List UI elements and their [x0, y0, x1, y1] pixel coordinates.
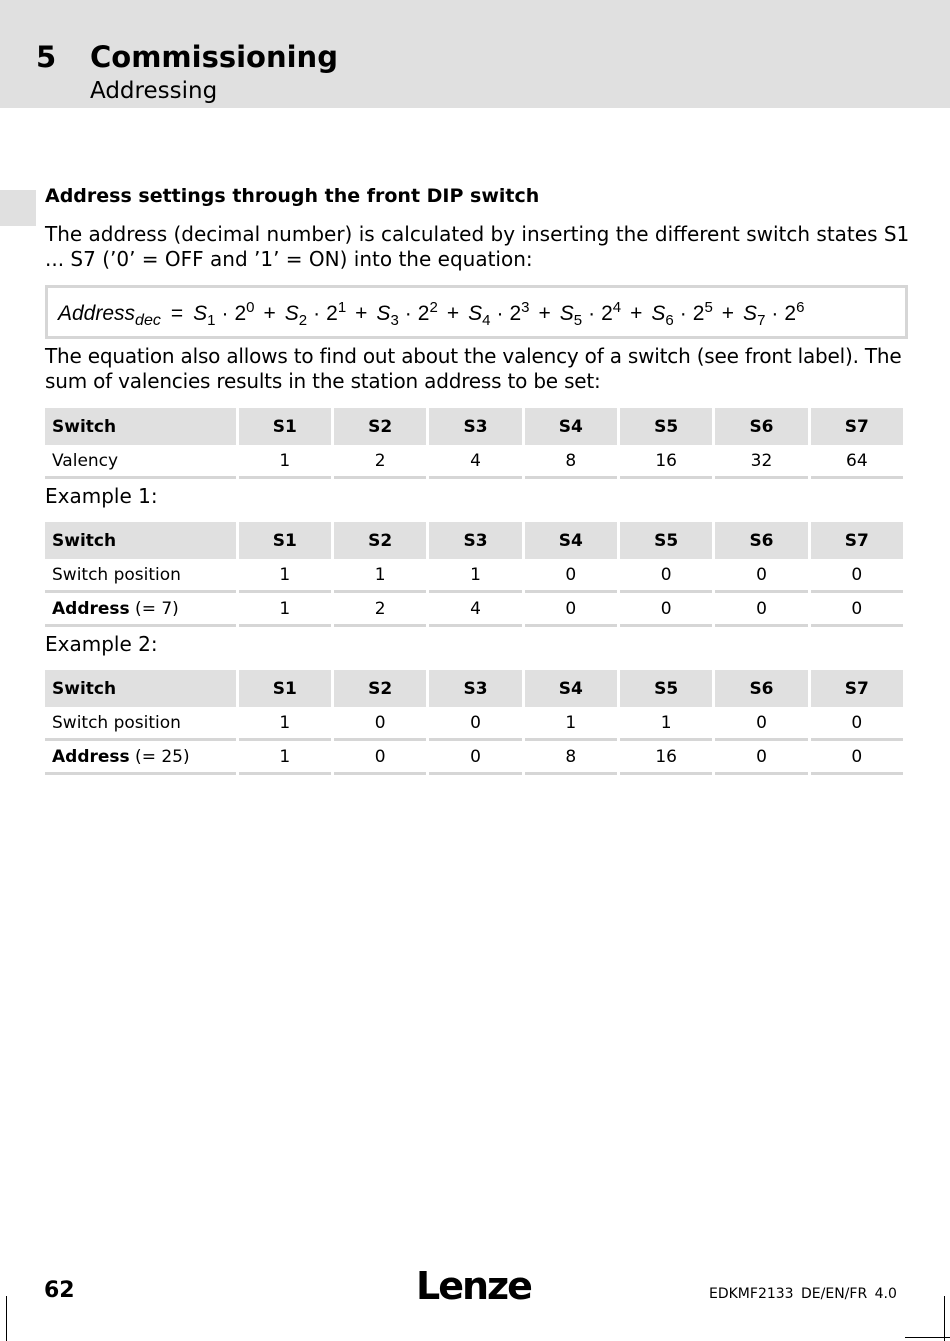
- chapter-title: Commissioning: [90, 40, 338, 74]
- table-cell: 0: [334, 707, 426, 741]
- column-header: S6: [715, 670, 807, 707]
- crop-mark: [944, 1296, 945, 1341]
- column-header: S6: [715, 408, 807, 445]
- column-header: S4: [525, 408, 617, 445]
- table-cell: 2: [334, 593, 426, 627]
- equation-term: $S_7 \cdot 2^6$: [743, 299, 805, 330]
- table-row: [45, 707, 903, 741]
- table-cell: 1: [525, 707, 617, 741]
- section-heading: Address settings through the front DIP switch: [45, 185, 540, 207]
- table-cell: 1: [239, 593, 331, 627]
- table-cell: 0: [715, 741, 807, 775]
- equation-term: $S_3 \cdot 2^2$: [376, 299, 438, 330]
- table-cell: 4: [429, 445, 521, 479]
- example-2-table: [42, 670, 906, 775]
- table-row: [45, 559, 903, 593]
- table-cell: 0: [525, 593, 617, 627]
- column-header: S2: [334, 670, 426, 707]
- equation-plus: +: [538, 302, 551, 325]
- equation-term: $S_6 \cdot 2^5$: [651, 299, 713, 330]
- column-header: S3: [429, 522, 521, 559]
- table-cell: 0: [811, 741, 903, 775]
- column-header-switch: Switch: [45, 670, 236, 707]
- row-label: Address (= 25): [45, 741, 236, 775]
- table-cell: 1: [239, 741, 331, 775]
- column-header-switch: Switch: [45, 408, 236, 445]
- table-cell: 1: [239, 559, 331, 593]
- section-title: Addressing: [90, 78, 218, 104]
- table-cell: 0: [811, 559, 903, 593]
- valency-table: [42, 408, 906, 479]
- column-header: S2: [334, 408, 426, 445]
- table-row: [45, 445, 903, 479]
- equation-plus: +: [721, 302, 735, 325]
- example-1-label: Example 1:: [45, 484, 158, 508]
- table-cell: 1: [239, 445, 331, 479]
- column-header: S3: [429, 670, 521, 707]
- table-header-row: [45, 670, 903, 707]
- column-header-switch: Switch: [45, 522, 236, 559]
- table-cell: 64: [811, 445, 903, 479]
- table-header-row: [45, 522, 903, 559]
- row-label: Switch position: [45, 559, 236, 593]
- column-header: S1: [239, 522, 331, 559]
- table-cell: 1: [429, 559, 521, 593]
- equation-plus: +: [263, 302, 276, 325]
- crop-mark: [6, 1296, 7, 1341]
- table-cell: 1: [334, 559, 426, 593]
- chapter-number: 5: [36, 40, 57, 74]
- table-cell: 1: [239, 707, 331, 741]
- table-cell: 0: [811, 593, 903, 627]
- table-cell: 1: [620, 707, 712, 741]
- table-cell: 0: [429, 707, 521, 741]
- intro-paragraph: The address (decimal number) is calculated by inserting the different switch states S1 ... S7 (’0’ = OFF and ’1’ = ON) into the equation:: [45, 222, 910, 271]
- equation-equals: =: [170, 302, 184, 325]
- column-header: S4: [525, 522, 617, 559]
- valency-paragraph: The equation also allows to find out about the valency of a switch (see front label). The sum of valencies results in the station address to be set:: [45, 344, 902, 393]
- column-header: S5: [620, 408, 712, 445]
- table-cell: 8: [525, 741, 617, 775]
- equation-box: [45, 285, 908, 339]
- equation-term: $S_5 \cdot 2^4$: [559, 299, 622, 330]
- example-2-label: Example 2:: [45, 632, 158, 656]
- table-cell: 0: [334, 741, 426, 775]
- table-cell: 0: [715, 707, 807, 741]
- page-number: 62: [44, 1278, 75, 1303]
- table-cell: 0: [811, 707, 903, 741]
- column-header: S7: [811, 522, 903, 559]
- table-cell: 2: [334, 445, 426, 479]
- margin-tab-marker: [0, 190, 36, 226]
- crop-mark: [905, 1337, 950, 1338]
- document-code: EDKMF2133 DE/EN/FR 4.0: [709, 1286, 897, 1302]
- address-equation: [58, 299, 804, 330]
- row-label: Address (= 7): [45, 593, 236, 627]
- table-header-row: [45, 408, 903, 445]
- column-header: S7: [811, 408, 903, 445]
- table-cell: 32: [715, 445, 807, 479]
- column-header: S2: [334, 522, 426, 559]
- table-cell: 4: [429, 593, 521, 627]
- row-label: Switch position: [45, 707, 236, 741]
- row-label: Valency: [45, 445, 236, 479]
- column-header: S1: [239, 408, 331, 445]
- equation-plus: +: [446, 302, 460, 325]
- column-header: S5: [620, 670, 712, 707]
- equation-term: $S_2 \cdot 2^1$: [284, 299, 347, 330]
- column-header: S3: [429, 408, 521, 445]
- table-row: [45, 741, 903, 775]
- column-header: S1: [239, 670, 331, 707]
- table-cell: 16: [620, 445, 712, 479]
- table-cell: 0: [715, 593, 807, 627]
- table-cell: 0: [715, 559, 807, 593]
- equation-plus: +: [630, 302, 643, 325]
- equation-lhs: Address$_{dec}$: [58, 302, 161, 330]
- table-cell: 0: [525, 559, 617, 593]
- column-header: S4: [525, 670, 617, 707]
- table-cell: 0: [620, 559, 712, 593]
- table-cell: 0: [620, 593, 712, 627]
- lenze-logo: Lenze: [416, 1264, 531, 1308]
- table-cell: 16: [620, 741, 712, 775]
- column-header: S5: [620, 522, 712, 559]
- equation-plus: +: [355, 302, 368, 325]
- table-cell: 8: [525, 445, 617, 479]
- column-header: S6: [715, 522, 807, 559]
- equation-term: $S_4 \cdot 2^3$: [468, 299, 530, 330]
- table-row: [45, 593, 903, 627]
- example-1-table: [42, 522, 906, 627]
- column-header: S7: [811, 670, 903, 707]
- equation-term: $S_1 \cdot 2^0$: [193, 299, 255, 330]
- table-cell: 0: [429, 741, 521, 775]
- equation-terms: [193, 299, 805, 330]
